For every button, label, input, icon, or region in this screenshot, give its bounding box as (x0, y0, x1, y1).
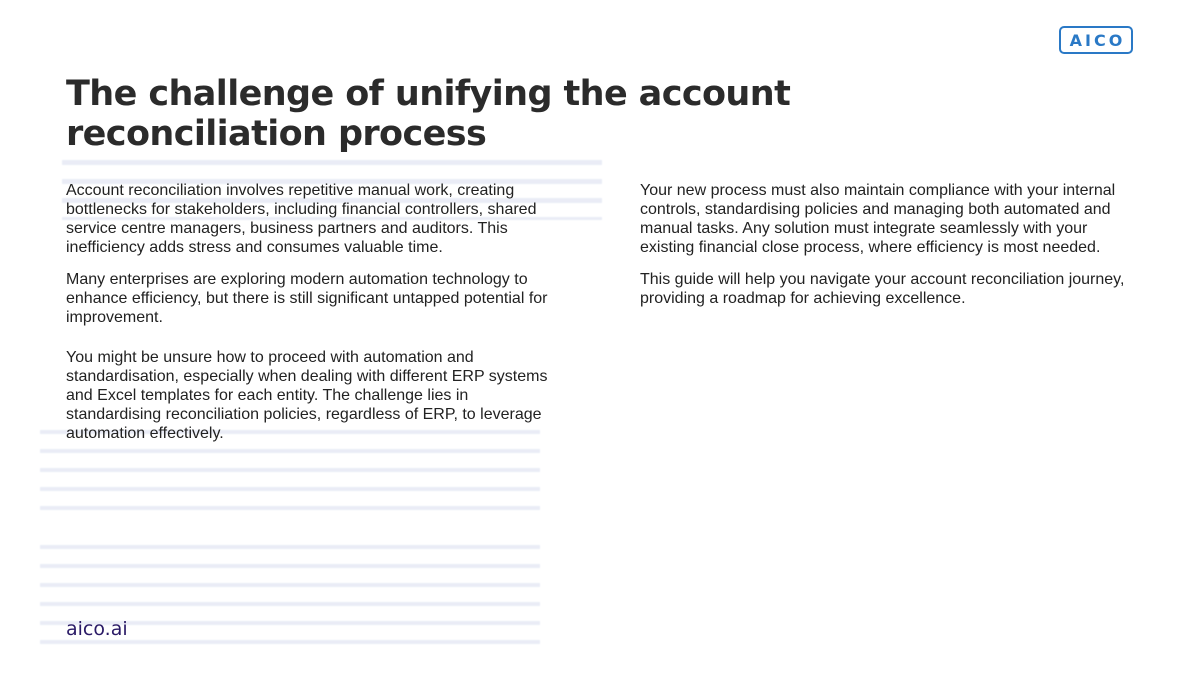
paragraph: Many enterprises are exploring modern automation technology to enhance efficiency, but there is still significant untapped potential for improvement. (66, 271, 548, 326)
right-column (640, 181, 1140, 321)
left-column (66, 181, 561, 456)
paragraph: This guide will help you navigate your account reconciliation journey, providing a roadmap for achieving excellence. (640, 271, 1125, 307)
page-title (66, 74, 826, 154)
aico-logo: AICO (1059, 26, 1133, 54)
paragraph: You might be unsure how to proceed with automation and standardisation, especially when dealing with different ERP systems and Excel templates for each entity. The challenge lies in standardising reconciliation policies, regardless of ERP, to leverage automation effectively. (66, 349, 548, 442)
website-link[interactable]: aico.ai (66, 618, 128, 640)
title-line-1: The challenge of unifying the account (66, 74, 791, 114)
paragraph: Account reconciliation involves repetitive manual work, creating bottlenecks for stakeholders, including financial controllers, shared service centre managers, business partners and auditors. This inefficiency adds stress and consumes valuable time. (66, 182, 537, 256)
title-line-2: reconciliation process (66, 114, 487, 154)
paragraph: Your new process must also maintain compliance with your internal controls, standardising policies and managing both automated and manual tasks. Any solution must integrate seamlessly with your existing financial close process, where efficiency is most needed. (640, 182, 1116, 256)
